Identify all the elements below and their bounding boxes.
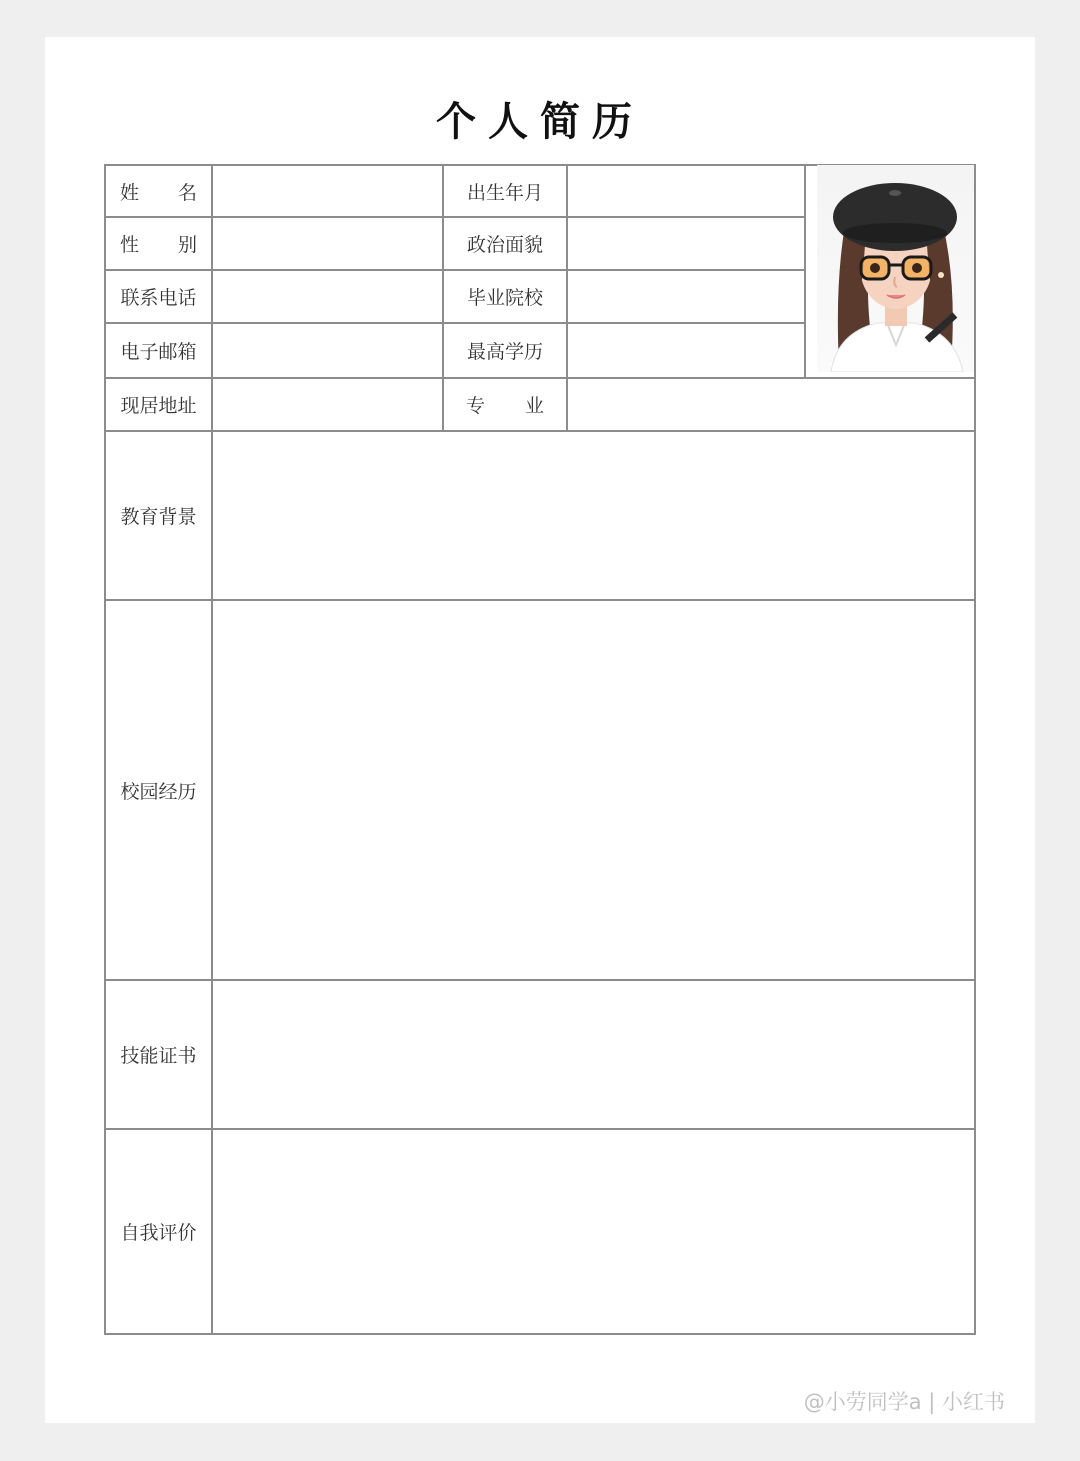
label-political-status: 政治面貌	[466, 234, 543, 256]
border-right	[974, 164, 976, 1335]
page-title: 个人简历	[436, 98, 644, 145]
birth-date-field[interactable]	[568, 166, 804, 216]
label-campus-experience: 校园经历	[120, 780, 197, 803]
name-field[interactable]	[213, 166, 442, 216]
label-major: 专 业	[466, 395, 544, 417]
label-email: 电子邮箱	[120, 341, 197, 363]
label-self-evaluation: 自我评价	[120, 1222, 197, 1244]
label-skills-certificates: 技能证书	[120, 1045, 197, 1067]
watermark: @小劳同学a | 小红书	[803, 1390, 1005, 1414]
education-field[interactable]	[213, 432, 974, 599]
photo-column-divider	[804, 164, 806, 379]
political-status-field[interactable]	[568, 218, 804, 269]
skills-certificates-field[interactable]	[213, 981, 974, 1128]
resume-form-table	[104, 164, 976, 1335]
label-name: 姓 名	[120, 181, 197, 204]
phone-field[interactable]	[213, 271, 442, 322]
label-highest-degree: 最高学历	[466, 341, 543, 363]
label-graduate-school: 毕业院校	[466, 287, 543, 309]
label-education: 教育背景	[120, 506, 197, 528]
border-bottom	[104, 1333, 976, 1335]
gender-field[interactable]	[213, 218, 442, 269]
label-gender: 性 别	[120, 234, 197, 256]
label-birth-date: 出生年月	[466, 181, 543, 204]
campus-experience-field[interactable]	[213, 601, 974, 979]
graduate-school-field[interactable]	[568, 271, 804, 322]
label-phone: 联系电话	[120, 287, 197, 309]
self-evaluation-field[interactable]	[213, 1130, 974, 1333]
address-field[interactable]	[213, 379, 442, 430]
label-address: 现居地址	[120, 395, 197, 417]
major-field[interactable]	[568, 379, 974, 430]
email-field[interactable]	[213, 324, 442, 377]
highest-degree-field[interactable]	[568, 324, 804, 377]
avatar-illustration-icon	[817, 165, 974, 372]
profile-photo[interactable]	[817, 165, 974, 372]
